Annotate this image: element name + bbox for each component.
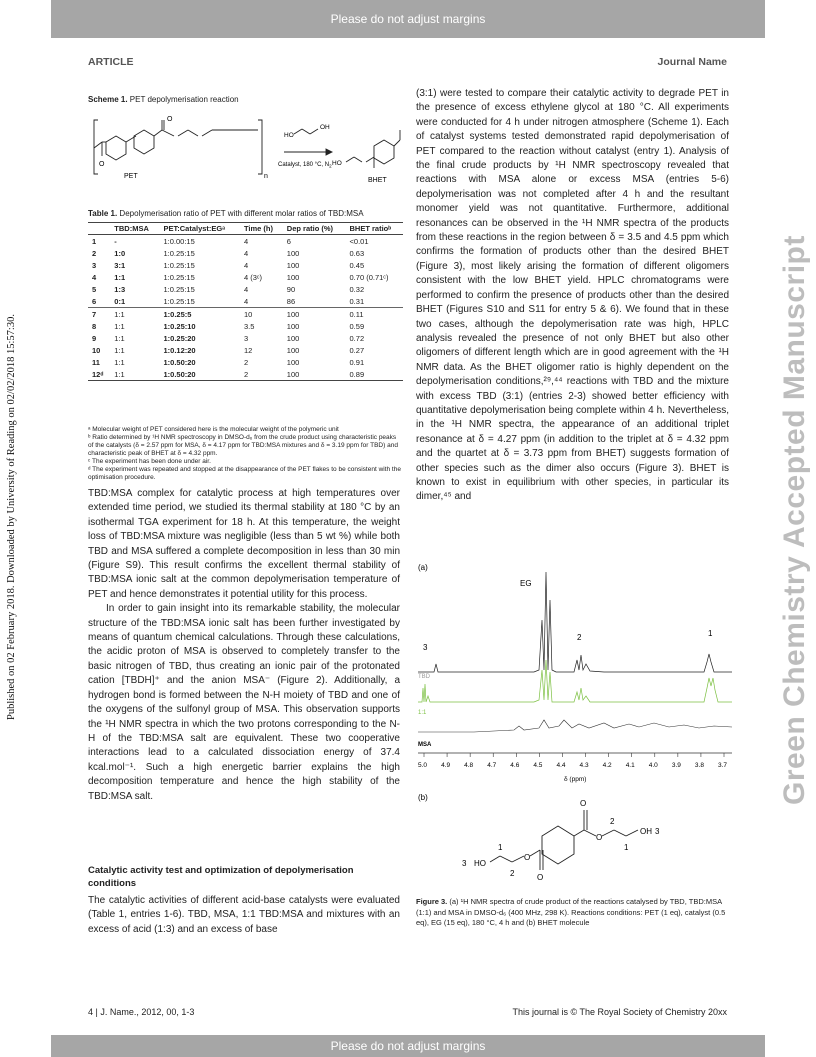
- figure3-caption: Figure 3. (a) ¹H NMR spectra of crude product of the reactions catalysed by TBD, TBD:MSA (1:1) and MSA in DMSO-d₆ (400 MHz, 298 K). Reactions conditions: PET (1 eq), catalyst (0.5 eq), EG (15 eq), 180 °C, 4 h and (b) BHET molecule: [416, 897, 726, 927]
- x-tick-label: 4.7: [487, 762, 497, 769]
- table-cell: <0.01: [349, 236, 369, 246]
- table-cell: 100: [286, 272, 300, 282]
- table-cell: 7: [88, 308, 110, 321]
- trace-msa: [418, 720, 732, 732]
- x-tick-label: 4.4: [556, 762, 566, 769]
- col-ratio: PET:Catalyst:EGᵃ: [160, 223, 240, 235]
- mol-num-1-right: 1: [624, 843, 629, 852]
- conditions-label: Catalyst, 180 °C, $N_2$: [278, 162, 332, 169]
- header-journal: Journal Name: [657, 56, 727, 68]
- bottom-banner: Please do not adjust margins: [51, 1035, 765, 1057]
- footnote-d: ᵈ The experiment was repeated and stopped at the disappearance of the PET flakes to be consistent with the optimisation procedure.: [88, 466, 401, 481]
- footer-right: This journal is © The Royal Society of Chemistry 20xx: [512, 1007, 727, 1017]
- bhet-ho-label: HO: [332, 160, 342, 167]
- table-cell: 5: [92, 284, 97, 294]
- table-row: [88, 247, 403, 259]
- table-title: Table 1. Depolymerisation ratio of PET with different molar ratios of TBD:MSA: [88, 209, 364, 218]
- depolymerisation-table: [88, 222, 403, 381]
- mol-num-3-right: 3: [655, 827, 660, 836]
- footer-left: 4 | J. Name., 2012, 00, 1-3: [88, 1007, 195, 1017]
- table-cell: 10: [92, 345, 101, 355]
- table-cell: 1:3: [114, 284, 126, 294]
- table-cell: 4: [243, 284, 249, 294]
- left-column: [88, 487, 400, 804]
- table-cell: 2: [92, 248, 97, 258]
- table-cell: 0.27: [349, 345, 365, 355]
- x-tick-label: 4.8: [464, 762, 474, 769]
- table-cell: 0.11: [346, 308, 403, 321]
- mol-num-1-left: 1: [498, 843, 503, 852]
- scheme-pet-reaction: [88, 112, 408, 190]
- trace-tbd-label: TBD: [418, 674, 430, 680]
- bhet-label: BHET: [368, 177, 387, 184]
- trace-11-label: 1:1: [418, 710, 427, 716]
- table-cell: 1:1: [114, 272, 126, 282]
- x-tick-label: 4.3: [579, 762, 589, 769]
- table-row: [88, 283, 403, 295]
- pet-label: PET: [124, 173, 138, 180]
- table-cell: 1:0.25:10: [163, 321, 196, 331]
- top-banner: Please do not adjust margins: [51, 0, 765, 38]
- table-row: [88, 295, 403, 308]
- table-cell: 90: [286, 284, 296, 294]
- table-cell: -: [114, 236, 117, 246]
- table-row: [88, 356, 403, 368]
- col-dep: Dep ratio (%): [283, 223, 346, 235]
- table-cell: 100: [283, 368, 346, 381]
- peak-3-label: 3: [423, 643, 428, 652]
- mol-o-mid: O: [596, 833, 603, 842]
- table-cell: 100: [283, 308, 346, 321]
- mol-ho: HO: [474, 859, 486, 868]
- table-cell: 11: [92, 357, 100, 367]
- mol-num-2-right: 2: [610, 817, 615, 826]
- table-cell: 100: [286, 345, 300, 355]
- pet-n-label: n: [264, 173, 268, 180]
- eg-ho-label: HO: [284, 132, 294, 139]
- footnote-b: ᵇ Ratio determined by ¹H NMR spectroscopy in DMSO-d₆ from the crude product using characteristic peaks of the catalysts (δ = 2.57 ppm for MSA, δ = 4.17 ppm for TBD:MSA mixtures and δ = 3.19 ppm for TBD) and characteristic peak of BHET at δ = 4.32 ppm.: [88, 434, 398, 457]
- table-cell: 4: [243, 296, 249, 306]
- x-tick-label: 4.6: [510, 762, 520, 769]
- table-row: [88, 320, 403, 332]
- table-cell: 4: [243, 260, 249, 270]
- table-cell: 0.59: [349, 321, 365, 331]
- table-cell: 10: [240, 308, 283, 321]
- col-tbd-msa: TBD:MSA: [110, 223, 159, 235]
- table-cell: 1:1: [110, 368, 159, 381]
- table-cell: 1:1: [110, 308, 159, 321]
- mol-num-3-left: 3: [462, 859, 467, 868]
- table-cell: 100: [286, 321, 300, 331]
- table-cell: 1: [92, 236, 97, 246]
- table-cell: 0:1: [114, 296, 126, 306]
- col-bhet: BHET ratioᵇ: [346, 223, 403, 235]
- table-cell: 1:1: [114, 321, 125, 331]
- table-cell: 100: [286, 260, 300, 270]
- table-cell: 1:0: [114, 248, 126, 258]
- x-axis-ticks: [418, 753, 727, 769]
- table-cell: 1:1: [114, 357, 125, 367]
- panel-a-label: (a): [418, 563, 428, 572]
- table-cell: 0.32: [349, 284, 365, 294]
- x-tick-label: 4.9: [441, 762, 451, 769]
- table-cell: 1:0.25:15: [163, 284, 195, 294]
- x-tick-label: 4.5: [533, 762, 543, 769]
- table-cell: 4: [92, 272, 97, 282]
- mol-oh: OH: [640, 827, 652, 836]
- x-tick-label: 4.1: [625, 762, 635, 769]
- table-row: [88, 308, 403, 321]
- left-paragraph-3: The catalytic activities of different acid-base catalysts were evaluated (Table 1, entries 1-6). TBD, MSA, 1:1 TBD:MSA and mixtures with an excess of acid (1:3) and an excess of base: [88, 895, 400, 935]
- pet-o-label: O: [167, 116, 173, 123]
- table-row: [88, 344, 403, 356]
- table-cell: 3: [92, 260, 97, 270]
- table-cell: 0.31: [349, 296, 365, 306]
- sidebar-published: Published on 02 February 2018. Downloaded by University of Reading on 02/02/2018 15:57:30.: [6, 314, 17, 720]
- x-tick-label: 3.8: [694, 762, 704, 769]
- table-cell: 2: [240, 368, 283, 381]
- right-column: [416, 87, 729, 505]
- table-cell: 1:1: [114, 333, 125, 343]
- table-header-row: [88, 223, 403, 235]
- table-cell: 6: [92, 296, 97, 306]
- table-cell: 0.91: [349, 357, 365, 367]
- table-cell: 3.5: [243, 321, 255, 331]
- mol-o-top: O: [580, 799, 587, 808]
- trace-bhet: [418, 572, 732, 672]
- table-cell: 1:0.12:20: [163, 345, 196, 355]
- table-row: [88, 235, 403, 248]
- trace-msa-label: MSA: [418, 742, 432, 748]
- table-cell: 1:0.25:15: [163, 260, 195, 270]
- table-cell: 12: [243, 345, 253, 355]
- table-row: [88, 368, 403, 381]
- footnote-a: ᵃ Molecular weight of PET considered here is the molecular weight of the polymeric unit: [88, 426, 339, 433]
- table-cell: 9: [92, 333, 97, 343]
- table-cell: 1:0.50:20: [160, 368, 240, 381]
- table-cell: 1:0.25:15: [163, 296, 195, 306]
- table-cell: 100: [286, 333, 300, 343]
- mol-num-2-left: 2: [510, 869, 515, 878]
- table-row: [88, 332, 403, 344]
- header-article: ARTICLE: [88, 56, 134, 68]
- peak-1-label: 1: [708, 629, 713, 638]
- table-cell: 1:0.25:15: [163, 248, 195, 258]
- scheme-title: Scheme 1. PET depolymerisation reaction: [88, 95, 239, 104]
- x-tick-label: 4.0: [648, 762, 658, 769]
- table-row: [88, 271, 403, 283]
- right-paragraph-1: (3:1) were tested to compare their catalytic activity to degrade PET in the presence of excess ethylene glycol at 180 °C. All experiments were conducted for 4 h under nitrogen atmosphere (Scheme 1). Each of catalyst systems tested demonstrated rapid depolymerisation of PET compared to the reaction without catalyst (entry 1). Analysis of the final crude products by ¹H NMR spectroscopy revealed that reactions with MSA alone or excess MSA (entries 5-6) depolymerisation was not completed after 4 h and the resultant monomer yield was not quantitative. Furthermore, additional resonances can be observed in the ¹H NMR spectra of the products from these reactions in the region between δ = 3.5 and 4.5 ppm which confirms the formation of products other than the desired BHET (Figure 3), most likely arising the formation of different oligomers consistent with the low BHET yield. HPLC chromatograms were performed to confirm the presence of products other than the desired BHET (Figures S10 and S11 for entry 5 & 6). We found that in these two cases, although the depolymerisation rate was high, HPLC analysis revealed the presence of not only BHET but also other oligomers of different length which are in good agreement with the ¹H NMR data. As the BHET oligomer ratio is highly dependent on the depolymerisation conditions,²⁹,⁴⁴ reactions with TBD and the mixture with excess TBD (3:1) (entries 2-3) showed better efficiency with quantitative depolymerisation being complete within 4 h. Nevertheless, in the ¹H NMR spectra, the appearance of an additional triplet resonance at δ = 4.27 ppm (in addition to the triplet at δ = 4.32 ppm and the quartet at δ = 3.73 ppm from BHET) suggests formation of other species such as the dimer also occurs (Figure 3). BHET is known to exist in equilibrium with other species, in particular its dimer,⁴⁵ and: [416, 88, 729, 503]
- figure3-bhet-molecule: [414, 790, 734, 890]
- col-time: Time (h): [240, 223, 283, 235]
- table-cell: 1:0.25:15: [163, 272, 195, 282]
- left-paragraph-2: In order to gain insight into its remarkable stability, the molecular structure of the TBD:MSA ionic salt has been further investigated by means of quantum chemical calculations. Through these calculations, the acidic proton of MSA is observed to completely transfer to the basic nitrogen of TBD, thus creating an ionic pair of the protonated cation [TBDH]⁺ and the anion MSA⁻ (Figure 2). Additionally, a hydrogen bond is formed between the N-H moiety of TBD and one of the oxygens of the sulfonyl group of MSA. This observation supports the ¹H NMR spectra in which the two protons corresponding to the N-H of the TBD:MSA salt are equivalent. These two cooperative interactions lead to a calculated dissociation energy of 37.4 kcal.mol⁻¹. Such a high energetic barrier explains the high decomposition temperature and hence the high stability of the TBD:MSA salt.: [88, 603, 400, 802]
- col-entry: [88, 223, 110, 235]
- table-cell: 4 (3ᶜ): [243, 272, 263, 282]
- section-heading: Catalytic activity test and optimization of depolymerisation conditions: [88, 865, 354, 889]
- table-cell: 0.72: [349, 333, 365, 343]
- eg-oh-label: OH: [320, 124, 330, 131]
- table-cell: 8: [92, 321, 97, 331]
- figure3-nmr: [414, 560, 734, 790]
- table-cell: 12ᵈ: [88, 368, 110, 381]
- x-tick-label: 4.2: [602, 762, 612, 769]
- mol-o-left: O: [524, 853, 531, 862]
- left-paragraph-1: TBD:MSA complex for catalytic process at high temperatures over extended time period, we studied its thermal stability at 180 °C by an isothermal TGA experiment for 18 h. At this temperature, the weight loss of TBD:MSA mixture was negligible (less than 5 wt %) while both TBD and MSA suffered a complete decomposition in less than 30 min (Figure S9). This result confirms the excellent thermal stability of TBD:MSA ionic salt at the common depolymerisation temperature of PET and hence demonstrates it potential utility for this process.: [88, 488, 400, 600]
- trace-1-1: [418, 660, 732, 702]
- table-cell: 0.45: [349, 260, 365, 270]
- table-cell: 4: [243, 236, 249, 246]
- table-cell: 0.89: [346, 368, 403, 381]
- table-cell: 100: [286, 248, 300, 258]
- sidebar-watermark: Green Chemistry Accepted Manuscript: [778, 235, 811, 805]
- table-cell: 1:0.25:5: [160, 308, 240, 321]
- x-tick-label: 5.0: [418, 762, 428, 769]
- peak-eg-label: EG: [520, 579, 532, 588]
- table-cell: 86: [286, 296, 296, 306]
- table-footnotes: [88, 426, 403, 482]
- table-cell: 1:0.25:20: [163, 333, 196, 343]
- x-tick-label: 3.7: [718, 762, 728, 769]
- x-axis-label: δ (ppm): [564, 776, 587, 783]
- table-cell: 0.63: [349, 248, 365, 258]
- table-cell: 1:1: [114, 345, 125, 355]
- footnote-c: ᶜ The experiment has been done under air.: [88, 458, 211, 465]
- table-cell: 4: [243, 248, 249, 258]
- table-cell: 100: [286, 357, 300, 367]
- mol-o-bottom: O: [537, 873, 544, 882]
- table-cell: 3: [243, 333, 249, 343]
- table-cell: 1:0.50:20: [163, 357, 196, 367]
- peak-2-label: 2: [577, 633, 582, 642]
- table-cell: 0.70 (0.71ᶜ): [349, 272, 389, 282]
- x-tick-label: 3.9: [671, 762, 681, 769]
- table-cell: 2: [243, 357, 249, 367]
- table-cell: 1:0.00:15: [163, 236, 195, 246]
- table-row: [88, 259, 403, 271]
- panel-b-label: (b): [418, 793, 428, 802]
- pet-o2-label: O: [99, 161, 105, 168]
- table-cell: 3:1: [114, 260, 126, 270]
- table-cell: 6: [286, 236, 291, 246]
